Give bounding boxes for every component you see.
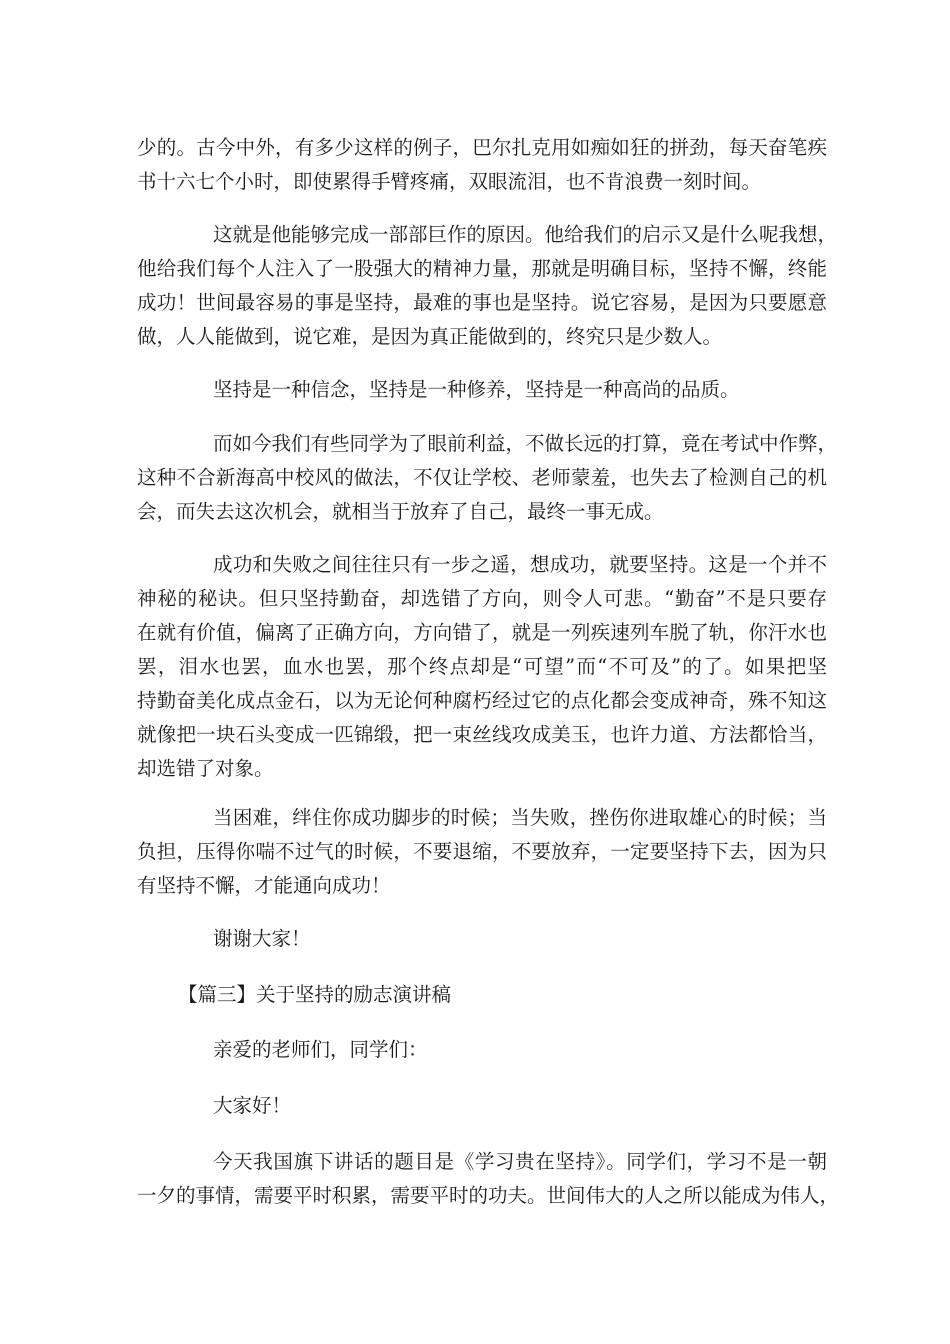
- text-line: 他给我们每个人注入了一股强大的精神力量，那就是明确目标，坚持不懈，终能: [137, 257, 827, 280]
- paragraph-balzac-example: [137, 131, 827, 199]
- text-line: 会，而失去这次机会，就相当于放弃了自己，最终一事无成。: [137, 500, 664, 523]
- heading-text: 【篇三】关于坚持的励志演讲稿: [178, 983, 452, 1006]
- text-line: 书十六七个小时，即使累得手臂疼痛，双眼流泪，也不肯浪费一刻时间。: [137, 170, 762, 193]
- text-line: 成功和失败之间往往只有一步之遥，想成功，就要坚持。这是一个并不: [213, 553, 827, 576]
- paragraph-salutation: [137, 1033, 827, 1067]
- text-line: 神秘的秘诀。但只坚持勤奋，却选错了方向，则令人可悲。“勤奋”不是只要存: [137, 587, 827, 610]
- paragraph-inspiration: [137, 218, 838, 354]
- paragraph-cheating: [137, 427, 838, 529]
- text-line: 一夕的事情，需要平时积累，需要平时的功夫。世间伟大的人之所以能成为伟人，: [137, 1184, 840, 1207]
- paragraph-thanks: [137, 922, 827, 956]
- text-line: 有坚持不懈，才能通向成功！: [137, 874, 391, 897]
- paragraph-topic: [137, 1145, 840, 1213]
- text-line: 而如今我们有些同学为了眼前利益，不做长远的打算，竟在考试中作弊，: [213, 432, 838, 455]
- text-line: 亲爱的老师们，同学们：: [213, 1038, 428, 1061]
- text-line: 成功！世间最容易的事是坚持，最难的事也是坚持。说它容易，是因为只要愿意: [137, 291, 827, 314]
- text-line: 做，人人能做到，说它难，是因为真正能做到的，终究只是少数人。: [137, 325, 723, 348]
- section-heading: [178, 978, 778, 1012]
- text-line: 少的。古今中外，有多少这样的例子，巴尔扎克用如痴如狂的拼劲，每天奋笔疾: [137, 136, 827, 159]
- text-line: 在就有价值，偏离了正确方向，方向错了，就是一列疾速列车脱了轨，你汗水也: [137, 621, 827, 644]
- text-line: 这就是他能够完成一部部巨作的原因。他给我们的启示又是什么呢我想，: [213, 223, 838, 246]
- paragraph-greeting: [137, 1089, 827, 1123]
- text-line: 这种不合新海高中校风的做法，不仅让学校、老师蒙羞，也失去了检测自己的机: [137, 466, 827, 489]
- text-line: 当困难，绊住你成功脚步的时候；当失败，挫伤你进取雄心的时候；当: [213, 806, 827, 829]
- text-line: 今天我国旗下讲话的题目是《学习贵在坚持》。同学们，学习不是一朝: [213, 1150, 827, 1173]
- paragraph-belief: [137, 373, 827, 407]
- text-line: 负担，压得你喘不过气的时候，不要退缩，不要放弃，一定要坚持下去，因为只: [137, 840, 827, 863]
- text-line: 罢，泪水也罢，血水也罢，那个终点却是“可望”而“不可及”的了。如果把坚: [137, 655, 827, 678]
- text-line: 坚持是一种信念，坚持是一种修养，坚持是一种高尚的品质。: [213, 378, 740, 401]
- text-line: 大家好！: [213, 1094, 292, 1117]
- text-line: 谢谢大家！: [213, 927, 311, 950]
- text-line: 就像把一块石头变成一匹锦缎，把一束丝线攻成美玉，也许力道、方法都恰当，: [137, 723, 827, 746]
- paragraph-success-failure: [137, 548, 827, 786]
- paragraph-persevere: [137, 801, 827, 903]
- text-line: 却选错了对象。: [137, 757, 274, 780]
- text-line: 持勤奋美化成点金石，以为无论何种腐朽经过它的点化都会变成神奇，殊不知这: [137, 689, 827, 712]
